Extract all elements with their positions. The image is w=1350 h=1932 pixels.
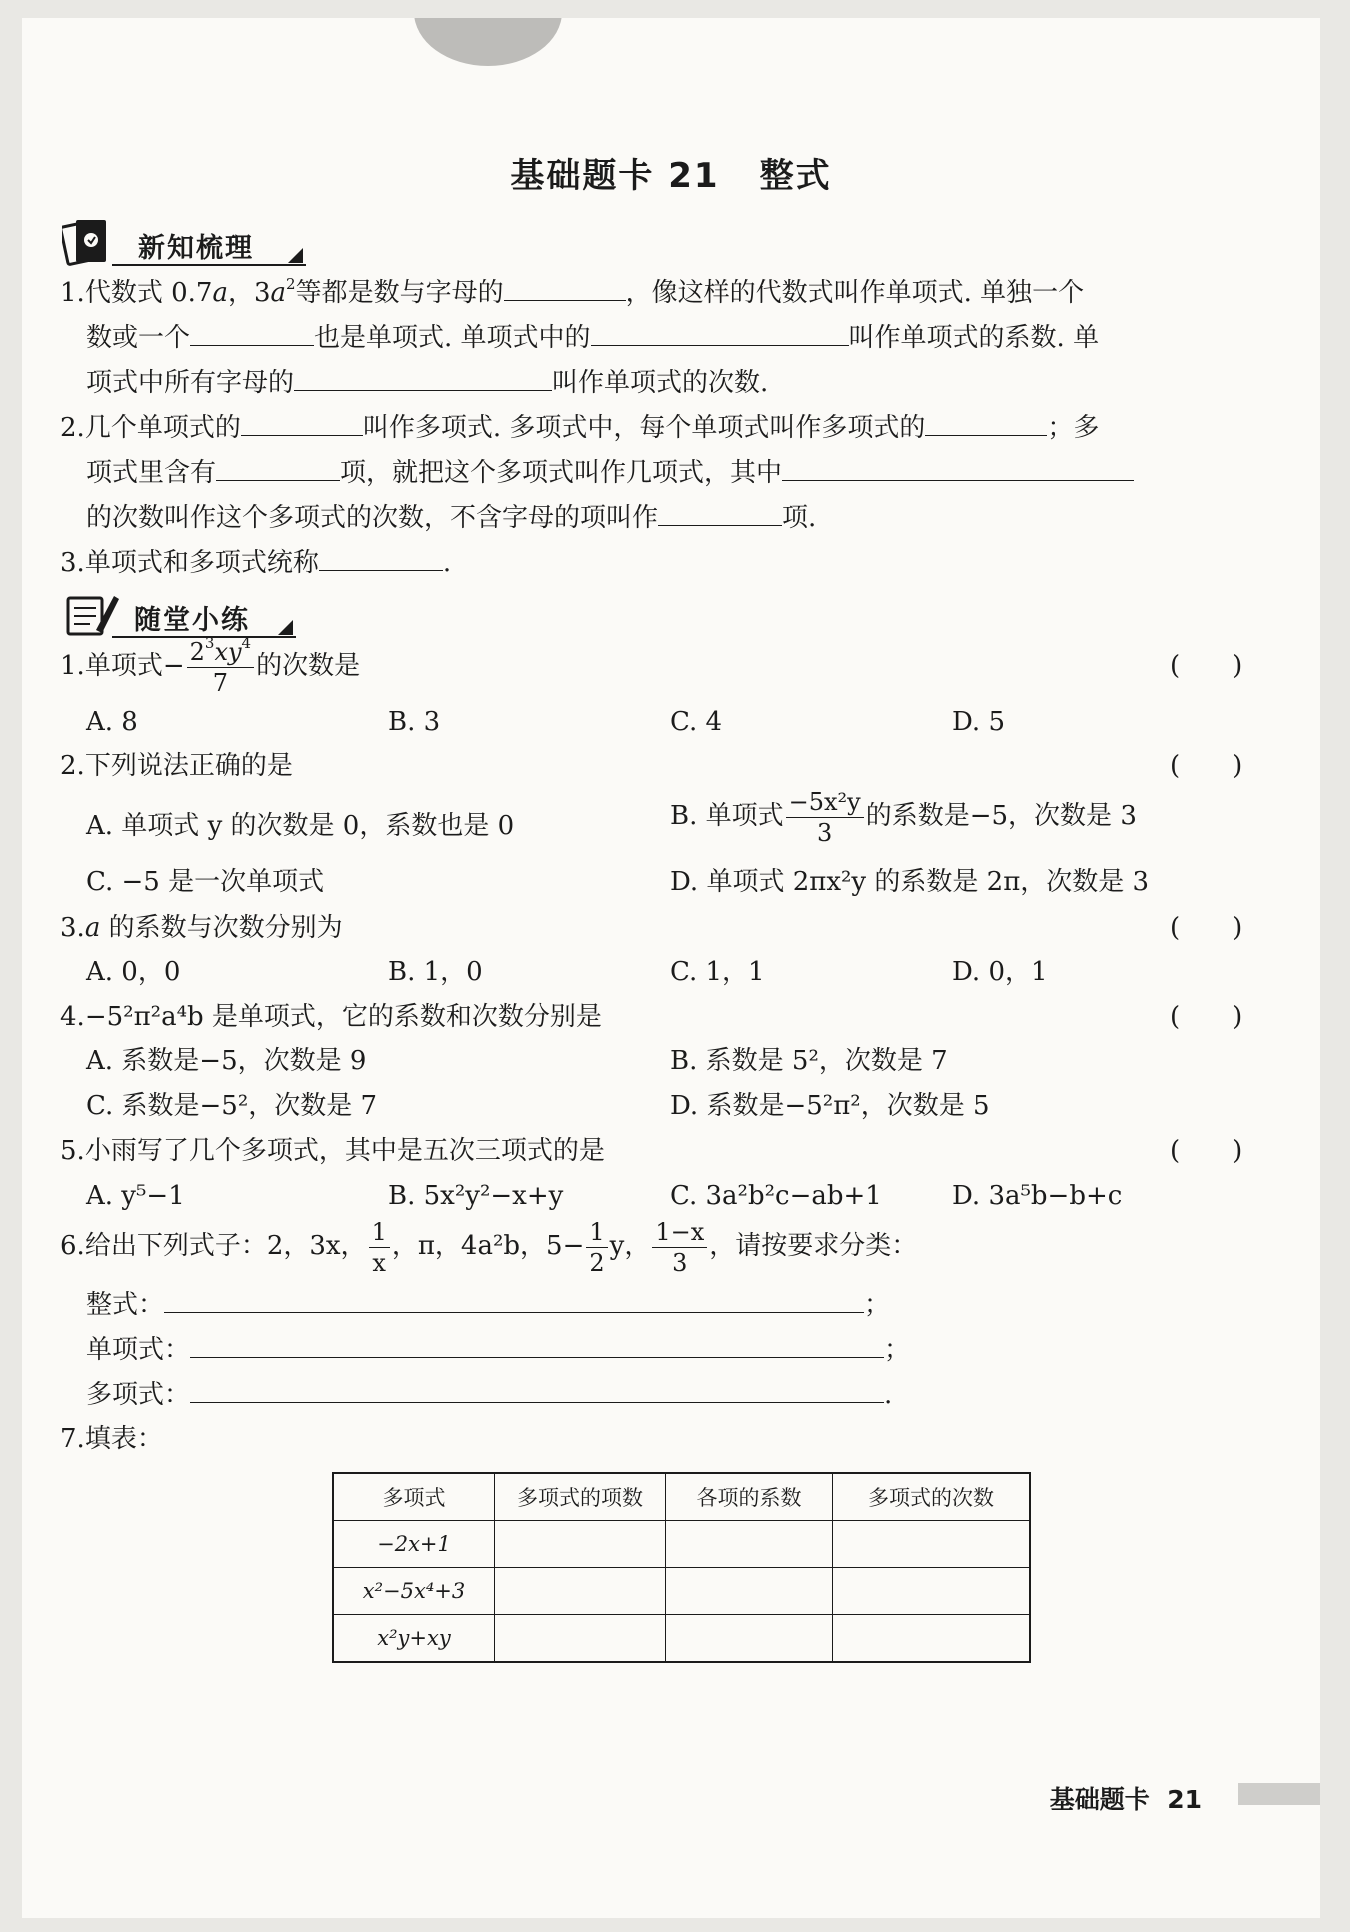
fill-table — [332, 1472, 1031, 1663]
q6-duoxiangshi-line: 多项式： . — [86, 1376, 892, 1413]
page-number: 21 — [1167, 1785, 1202, 1814]
section-knowledge-heading — [62, 218, 322, 270]
page-tab-decoration — [414, 18, 562, 66]
corner-arrow-icon — [278, 620, 293, 635]
blank-duoxiangshi[interactable] — [190, 1376, 884, 1403]
section-practice-label: 随堂小练 — [134, 605, 250, 636]
cards-icon — [62, 218, 122, 268]
blank-2-5[interactable] — [658, 499, 782, 526]
answer-cell[interactable] — [833, 1615, 1031, 1663]
table-header: 多项式 — [333, 1473, 495, 1521]
q2-option-b[interactable]: B. 单项式 $\frac{\text{−5x²y}}{3}$ 的系数是−5，次数是 3 — [670, 787, 1137, 847]
blank-2-3[interactable] — [216, 454, 340, 481]
q6-zhengshi-line: 整式： ； — [86, 1286, 890, 1323]
practice-q3-stem: 3.a 的系数与次数分别为 — [60, 913, 343, 943]
q5-option-b[interactable]: B. 5x²y²−x+y — [388, 1181, 564, 1211]
table-header: 多项式的项数 — [495, 1473, 666, 1521]
blank-1-4[interactable] — [294, 364, 552, 391]
q6-danxiangshi-line: 单项式： ； — [86, 1331, 910, 1368]
section-practice-heading — [62, 590, 312, 642]
blank-danxiangshi[interactable] — [190, 1331, 884, 1358]
blank-2-2[interactable] — [925, 409, 1047, 436]
answer-paren-q3[interactable]: ( ) — [1170, 913, 1243, 943]
fraction-b: $\frac{\text{−5x²y}}{3}$ — [786, 790, 864, 845]
fraction-monomial: $\frac{2^3xy^4}{7}$ — [187, 640, 254, 695]
answer-cell[interactable] — [666, 1521, 833, 1568]
q3-option-a[interactable]: A. 0，0 — [86, 957, 181, 987]
knowledge-q1-line1: 1.代数式 0.7a，$3a^2$等都是数与字母的 ，像这样的代数式叫作单项式. 单独一个 — [60, 275, 1085, 308]
table-header: 各项的系数 — [666, 1473, 833, 1521]
blank-1-3[interactable] — [591, 319, 849, 346]
practice-q7-stem: 7.填表： — [60, 1424, 163, 1454]
table-row — [333, 1521, 1030, 1568]
answer-cell[interactable] — [833, 1521, 1031, 1568]
q5-option-a[interactable]: A. y⁵−1 — [86, 1181, 185, 1211]
blank-2-4[interactable] — [782, 454, 1134, 481]
q2-option-a[interactable]: A. 单项式 y 的次数是 0，系数也是 0 — [86, 811, 515, 841]
q2-option-c[interactable]: C. −5 是一次单项式 — [86, 867, 325, 897]
polynomial-cell: −2x+1 — [333, 1521, 495, 1568]
practice-q1-stem: 1.单项式− $\frac{2^3xy^4}{7}$ 的次数是 — [60, 633, 361, 697]
q5-option-d[interactable]: D. 3a⁵b−b+c — [952, 1181, 1123, 1211]
q4-option-b[interactable]: B. 系数是 5²，次数是 7 — [670, 1046, 948, 1076]
page-title — [22, 148, 1320, 197]
footer-bar-decoration — [1238, 1783, 1320, 1805]
polynomial-cell: x²−5x⁴+3 — [333, 1568, 495, 1615]
worksheet-page — [22, 18, 1320, 1918]
section-knowledge-label: 新知梳理 — [138, 233, 254, 264]
answer-cell[interactable] — [495, 1521, 666, 1568]
q4-option-c[interactable]: C. 系数是−5²，次数是 7 — [86, 1091, 378, 1121]
blank-1-1[interactable] — [504, 274, 626, 301]
title-main: 基础题卡 21 — [510, 156, 720, 196]
blank-2-1[interactable] — [241, 409, 363, 436]
blank-3-1[interactable] — [319, 544, 443, 571]
q5-option-c[interactable]: C. 3a²b²c−ab+1 — [670, 1181, 882, 1211]
knowledge-q3: 3.单项式和多项式统称 . — [60, 544, 451, 581]
blank-1-2[interactable] — [190, 319, 314, 346]
table-header: 多项式的次数 — [833, 1473, 1031, 1521]
practice-q5-stem: 5.小雨写了几个多项式，其中是五次三项式的是 — [60, 1136, 605, 1166]
answer-paren-q5[interactable]: ( ) — [1170, 1136, 1243, 1166]
q4-option-d[interactable]: D. 系数是−5²π²，次数是 5 — [670, 1091, 990, 1121]
q2-option-d[interactable]: D. 单项式 2πx²y 的系数是 2π，次数是 3 — [670, 867, 1150, 897]
answer-paren-q1[interactable]: ( ) — [1170, 651, 1243, 681]
q3-option-d[interactable]: D. 0，1 — [952, 957, 1048, 987]
knowledge-q2-line2: 项式里含有 项，就把这个多项式叫作几项式，其中 — [86, 454, 1134, 491]
q3-option-b[interactable]: B. 1，0 — [388, 957, 483, 987]
q4-option-a[interactable]: A. 系数是−5，次数是 9 — [86, 1046, 367, 1076]
q1-option-a[interactable]: A. 8 — [86, 707, 138, 737]
knowledge-q1-line3: 项式中所有字母的 叫作单项式的次数. — [86, 364, 768, 401]
q1-option-d[interactable]: D. 5 — [952, 707, 1005, 737]
blank-zhengshi[interactable] — [164, 1286, 864, 1313]
knowledge-q1-line2: 数或一个 也是单项式. 单项式中的 叫作单项式的系数. 单 — [86, 319, 1099, 356]
knowledge-q2-line3: 的次数叫作这个多项式的次数，不含字母的项叫作 项. — [86, 499, 816, 536]
notebook-pen-icon — [62, 590, 122, 640]
q1-option-b[interactable]: B. 3 — [388, 707, 441, 737]
answer-cell[interactable] — [666, 1568, 833, 1615]
q3-option-c[interactable]: C. 1，1 — [670, 957, 765, 987]
corner-arrow-icon — [288, 248, 303, 263]
practice-q4-stem: 4.−5²π²a⁴b 是单项式，它的系数和次数分别是 — [60, 1002, 602, 1032]
answer-paren-q2[interactable]: ( ) — [1170, 751, 1243, 781]
footer-label: 基础题卡 — [1049, 1785, 1150, 1814]
practice-q2-stem: 2.下列说法正确的是 — [60, 751, 293, 781]
answer-cell[interactable] — [666, 1615, 833, 1663]
polynomial-cell: x²y+xy — [333, 1615, 495, 1663]
table-row — [333, 1568, 1030, 1615]
table-header-row — [333, 1473, 1030, 1521]
q1-option-c[interactable]: C. 4 — [670, 707, 723, 737]
knowledge-q2-line1: 2.几个单项式的 叫作多项式. 多项式中，每个单项式叫作多项式的 ；多 — [60, 409, 1099, 446]
answer-cell[interactable] — [833, 1568, 1031, 1615]
page-footer — [1050, 1780, 1202, 1816]
table-row — [333, 1615, 1030, 1663]
answer-cell[interactable] — [495, 1615, 666, 1663]
answer-cell[interactable] — [495, 1568, 666, 1615]
title-topic: 整式 — [759, 156, 832, 196]
practice-q6-stem: 6.给出下列式子：2，3x， $\frac{1}{x}$ ，π，4a²b，5− $\frac{1}{2}$ y， $\frac{1-x}{3}$ ，请按要求分类： — [60, 1217, 918, 1277]
answer-paren-q4[interactable]: ( ) — [1170, 1002, 1243, 1032]
